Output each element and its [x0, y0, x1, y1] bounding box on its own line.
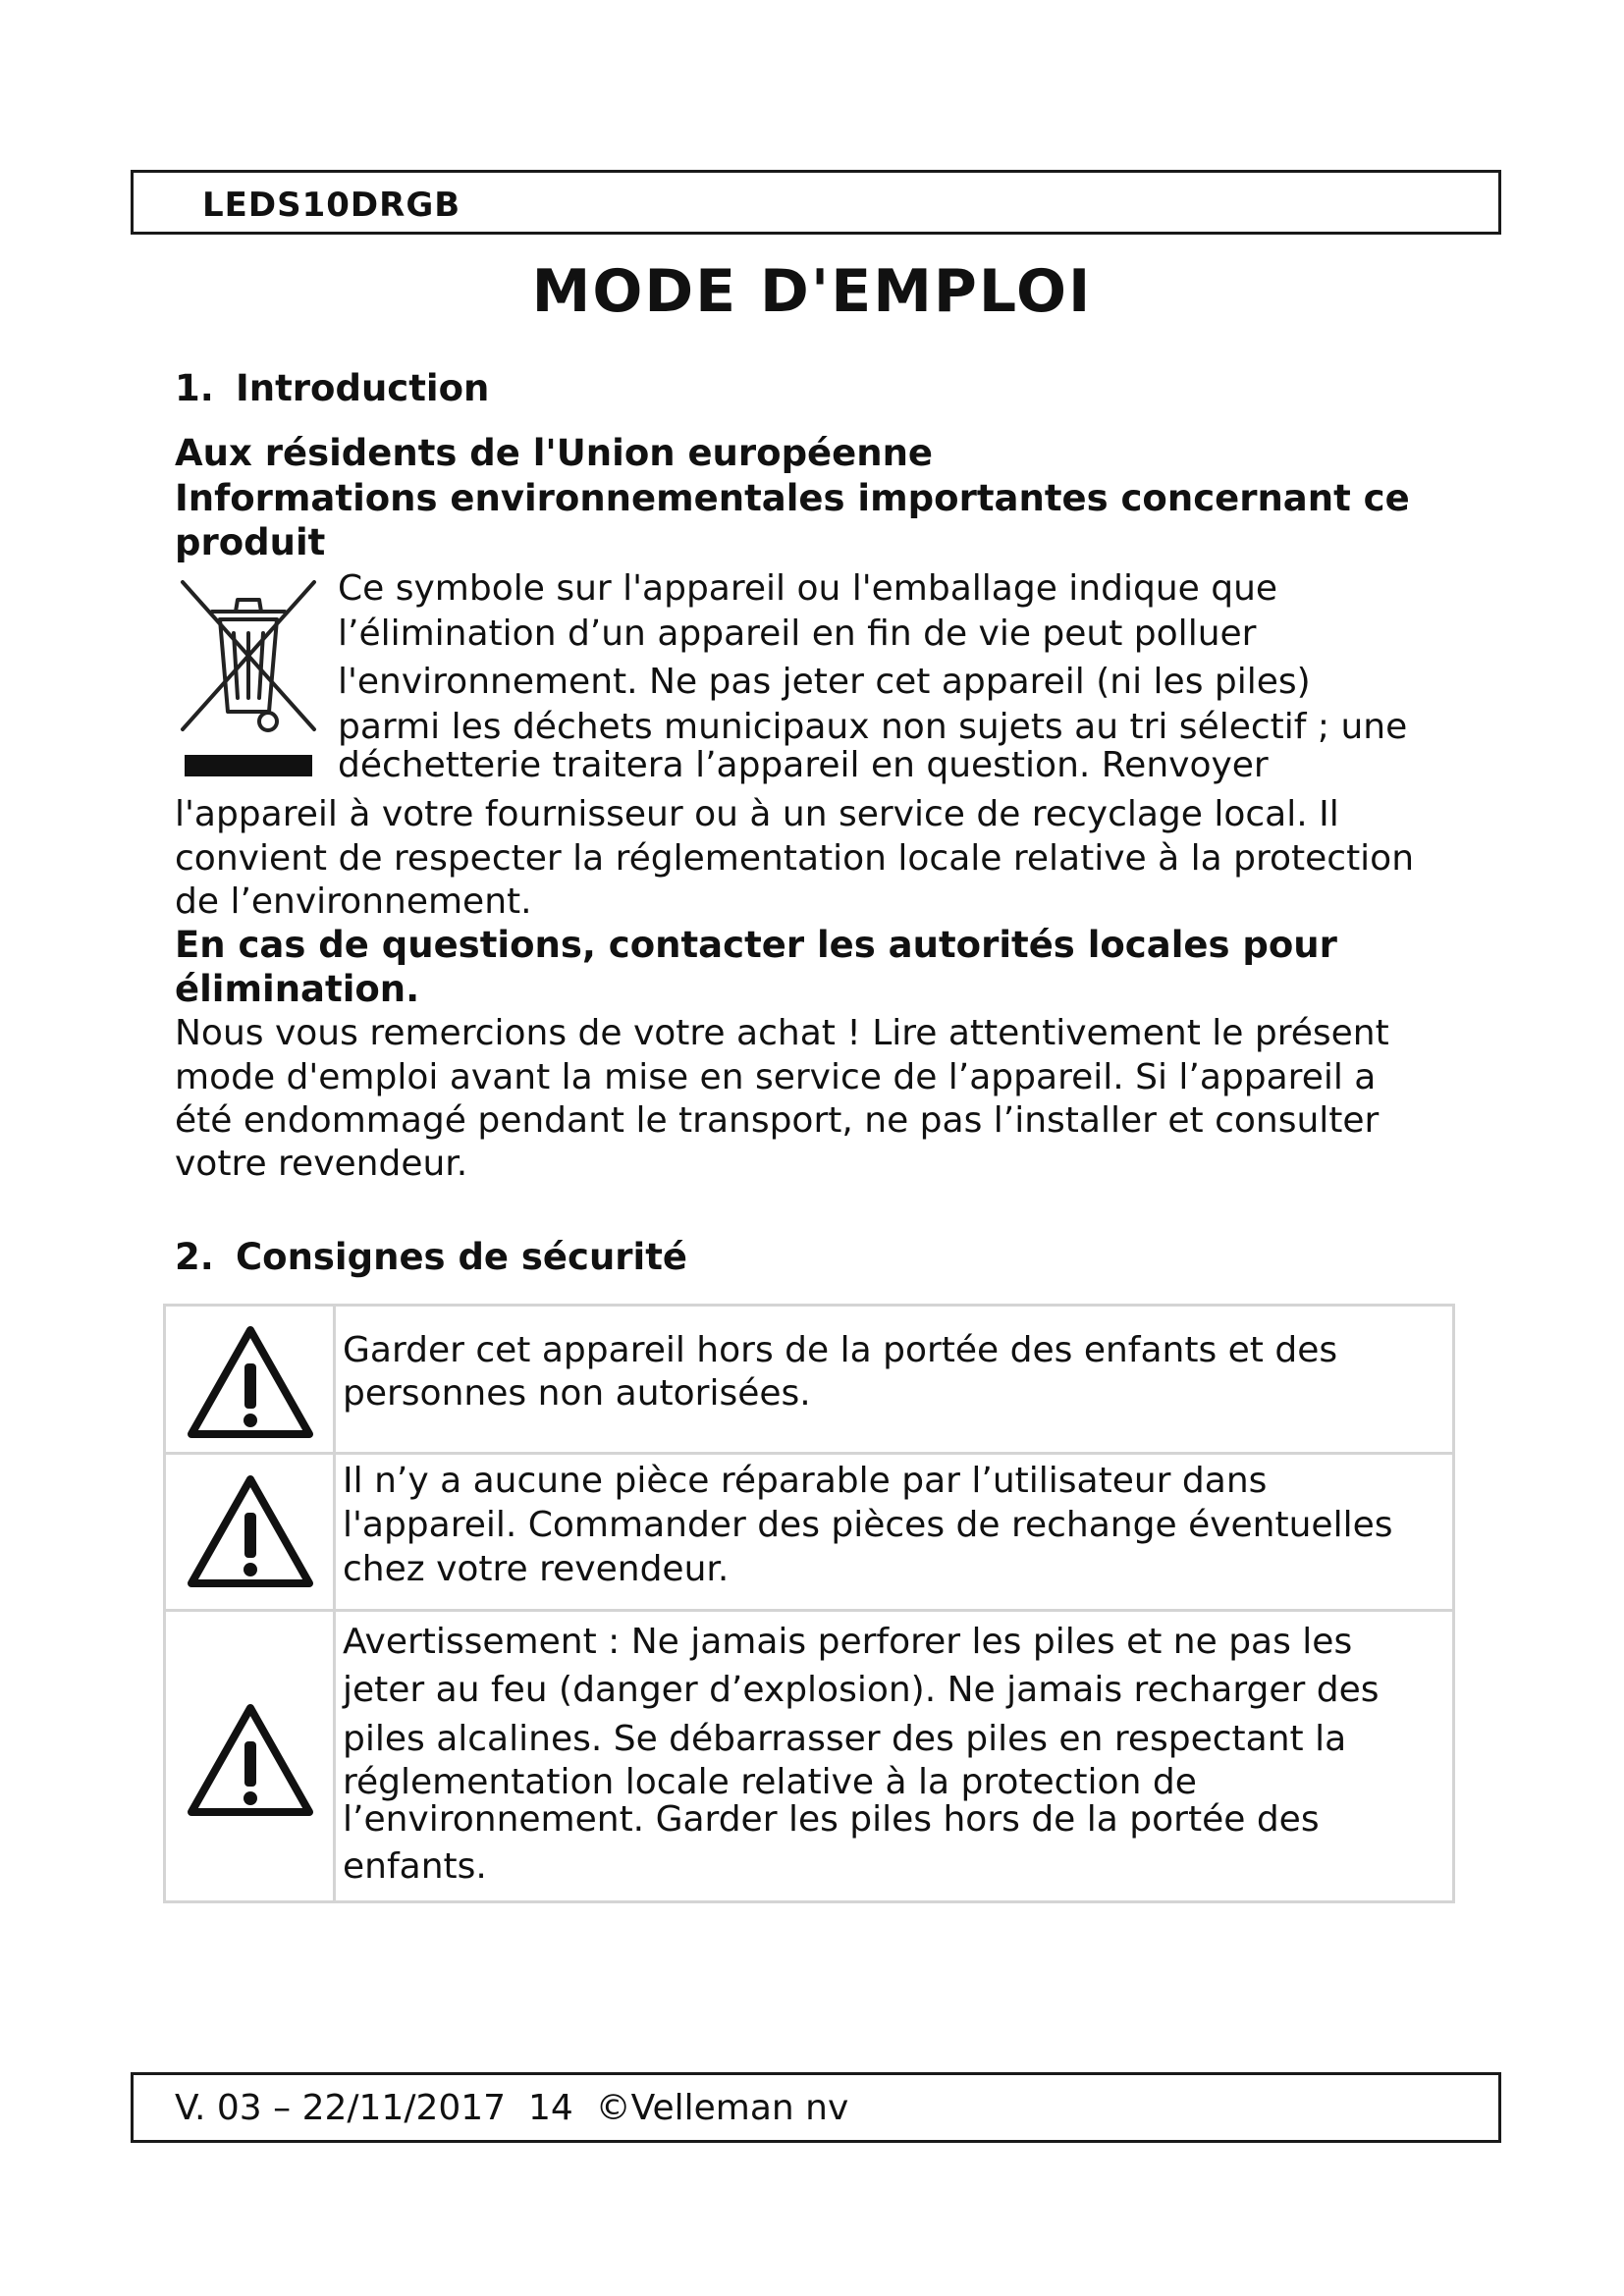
footer-text [175, 2088, 848, 2128]
safety-row-2-line-1: Il n’y a aucune pièce réparable par l’utilisateur dans [343, 1461, 1268, 1501]
weee-text-line-5: déchetterie traitera l’appareil en question. Renvoyer [338, 745, 1269, 785]
footer-copyright: ©Velleman nv [595, 2088, 849, 2128]
weee-text-line-3: l'environnement. Ne pas jeter cet appareil (ni les piles) [338, 662, 1311, 702]
table-row-divider [166, 1609, 1452, 1612]
safety-row-3-line-2: jeter au feu (danger d’explosion). Ne jamais recharger des [343, 1670, 1380, 1710]
eu-heading: Aux résidents de l'Union européenne [175, 432, 934, 474]
section-2-number: 2. [175, 1236, 214, 1278]
section-1-number: 1. [175, 367, 214, 409]
section-1-title: Introduction [236, 367, 490, 409]
thanks-line-3: été endommagé pendant le transport, ne pas l’installer et consulter [175, 1100, 1380, 1141]
thanks-line-1: Nous vous remercions de votre achat ! Lire attentivement le présent [175, 1013, 1389, 1053]
page-title: MODE D'EMPLOI [531, 257, 1093, 326]
thanks-line-4: votre revendeur. [175, 1144, 468, 1184]
safety-row-2-line-2: l'appareil. Commander des pièces de rechange éventuelles [343, 1505, 1393, 1545]
safety-row-3-line-6: enfants. [343, 1846, 487, 1887]
footer-version: V. 03 – 22/11/2017 [175, 2088, 507, 2128]
weee-crossed-bin-icon [175, 572, 322, 783]
safety-row-3-line-1: Avertissement : Ne jamais perforer les piles et ne pas les [343, 1622, 1353, 1662]
weee-continue-line-1: l'appareil à votre fournisseur ou à un service de recyclage local. Il [175, 794, 1339, 834]
weee-continue-line-3: de l’environnement. [175, 881, 532, 922]
weee-continue-line-2: convient de respecter la réglementation locale relative à la protection [175, 838, 1415, 879]
safety-row-3-line-5: l’environnement. Garder les piles hors de la portée des [343, 1799, 1320, 1840]
questions-line-2: élimination. [175, 968, 420, 1010]
footer-box [131, 2072, 1501, 2143]
env-heading-line-2: produit [175, 521, 326, 563]
section-1-heading [175, 367, 489, 409]
warning-triangle-icon [186, 1324, 315, 1440]
safety-row-2-line-3: chez votre revendeur. [343, 1549, 730, 1589]
weee-text-line-2: l’élimination d’un appareil en fin de vie peut polluer [338, 614, 1257, 654]
footer-page-number: 14 [527, 2088, 573, 2128]
questions-line-1: En cas de questions, contacter les autorités locales pour [175, 924, 1337, 966]
weee-text-line-4: parmi les déchets municipaux non sujets au tri sélectif ; une [338, 707, 1408, 747]
warning-triangle-icon [186, 1702, 315, 1818]
warning-triangle-icon [186, 1473, 315, 1589]
table-row-divider [166, 1452, 1452, 1455]
thanks-line-2: mode d'emploi avant la mise en service de l’appareil. Si l’appareil a [175, 1057, 1377, 1097]
weee-text-line-1: Ce symbole sur l'appareil ou l'emballage indique que [338, 568, 1278, 609]
safety-row-1-line-1: Garder cet appareil hors de la portée des enfants et des [343, 1330, 1338, 1370]
section-2-title: Consignes de sécurité [236, 1236, 688, 1278]
env-heading-line-1: Informations environnementales importantes concernant ce [175, 477, 1410, 519]
section-2-heading [175, 1236, 687, 1278]
safety-table [163, 1304, 1455, 1903]
safety-row-3-line-4: réglementation locale relative à la protection de [343, 1762, 1197, 1802]
safety-row-3-line-3: piles alcalines. Se débarrasser des piles en respectant la [343, 1719, 1347, 1759]
table-column-divider [333, 1307, 336, 1900]
header-box [131, 170, 1501, 235]
safety-row-1-line-2: personnes non autorisées. [343, 1373, 811, 1414]
model-number: LEDS10DRGB [202, 186, 461, 225]
